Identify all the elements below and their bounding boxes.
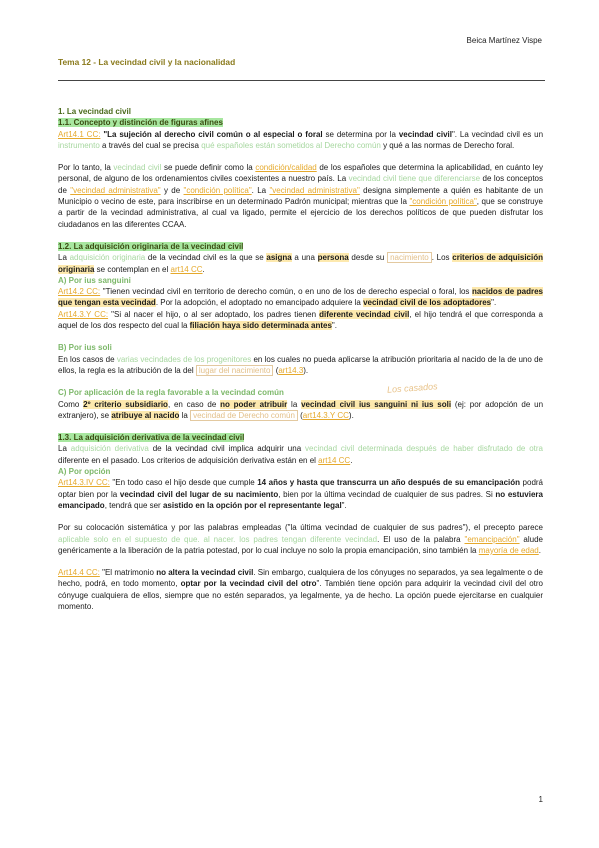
paragraph: Como 2º criterio subsidiario, en caso de no poder atribuir la vecindad civil ius sanguini ni ius soli (ej: por adopción de un extranjero), se atribuye al nacido la vecindad de Derecho común (art14.3.Y CC). [58, 399, 544, 420]
paragraph: En los casos de varias vecindades de los progenitores en los cuales no pueda aplicarse la atribución prioritaria al nacido de la de uno de ellos, la regla es la atribución de la del lugar del nacimiento (art14.3). [58, 354, 543, 375]
article-reference: Art14.4 CC: [58, 568, 100, 578]
article-reference: Art14.2 CC: [58, 287, 101, 297]
handwritten-annotation: Los casados [386, 381, 438, 395]
paragraph: Art14.3.IV CC: "En todo caso el hijo desde que cumple 14 años y hasta que transcurra un año después de su emancipación podrá optar bien por la vecindad civil del lugar de su nacimiento, bien por la última vecindad de cualquier de sus padres. Si no estuviera emancipado, tendrá que ser asistido en la opción por el representante legal". [58, 478, 544, 510]
subsection-heading: 1.2. La adquisición originaria de la vecindad civil [58, 241, 244, 251]
subsection-heading: 1.3. La adquisición derivativa de la vecindad civil [58, 433, 245, 443]
article-reference: art14 CC [170, 264, 203, 274]
paragraph: Por lo tanto, la vecindad civil se puede definir como la condición/calidad de los españoles que determina la aplicabilidad, en cuánto ley personal, de alguno de los ordenamientos civiles coexistentes a nuestro país. La vecindad civil tiene que diferenciarse de los conceptos de "vecindad administrativa" y de "condición política". La "vecindad administrativa" designa simplemente a quién es habitante de un Municipio o vecino de este, para inscribirse en un determinado Padrón municipal; mientras que la "condición política", que se construye a partir de la vecindad administrativa, al cual va ligado, permite el ejercicio de los derechos políticos de que pueden disfrutar los ciudadanos en las diferentes CCAA. [58, 163, 544, 229]
paragraph: Art14.4 CC: "El matrimonio no altera la vecindad civil. Sin embargo, cualquiera de los cónyuges no separados, ya sea legalmente o de hecho, podrá, en todo momento, optar por la vecindad civil del otro". También tiene opción para adquirir la vecindad civil del otro cónyuge cualquiera de ellos, siempre que no estén separados, ya legalmente, ya de hecho. La opción puede ejercitarse en cualquier momento. [58, 568, 544, 611]
article-reference: Art14.1 CC: [58, 129, 101, 139]
author-name: Beica Martínez Vispe [466, 36, 542, 45]
article-reference: art14.3.Y CC [302, 410, 349, 420]
article-reference: Art14.3.IV CC: [58, 478, 110, 488]
subsection-heading: C) Por aplicación de la regla favorable a la vecindad común [58, 388, 284, 398]
title-divider [58, 80, 545, 81]
subsection-heading: A) Por ius sanguini [58, 275, 131, 285]
article-reference: Art14.3.Y CC: [58, 309, 109, 319]
document-body [58, 106, 543, 612]
paragraph: Art14.1 CC: "La sujeción al derecho civil común o al especial o foral se determina por la vecindad civil". La vecindad civil es un instrumento a través del cual se precisa qué españoles están sometidos al Derecho común y qué a las normas de Derecho foral. [58, 129, 544, 150]
article-reference: art14.3 [278, 365, 304, 375]
subsection-heading: B) Por ius soli [58, 343, 112, 353]
paragraph: Por su colocación sistemática y por las palabras empleadas ("la última vecindad de cualquier de sus padres"), el precepto parece aplicable solo en el supuesto de que. al nacer. los padres tengan diferente vecindad. El uso de la palabra "emancipación" alude genéricamente a la liberación de la patria potestad, por lo cual incluye no solo la propia emancipación, sino también la mayoría de edad. [58, 523, 544, 555]
document-title: Tema 12 - La vecindad civil y la nacionalidad [58, 57, 236, 67]
paragraph: La adquisición originaria de la vecindad civil es la que se asigna a una persona desde su nacimiento . Los criterios de adquisición originaria se contemplan en el art14 CC. [58, 253, 544, 274]
page-number: 1 [538, 795, 543, 804]
paragraph: La adquisición derivativa de la vecindad civil implica adquirir una vecindad civil determinada después de haber disfrutado de otra diferente en el pasado. Los criterios de adquisición derivativa están en el art14 CC. [58, 444, 544, 465]
article-reference: art14 CC [318, 455, 351, 465]
subsection-heading: 1.1. Concepto y distinción de figuras afines [58, 118, 223, 128]
section-heading: 1. La vecindad civil [58, 107, 131, 116]
paragraph: Art14.2 CC: "Tienen vecindad civil en territorio de derecho común, o en uno de los de derecho especial o foral, los nacidos de padres que tengan esta vecindad. Por la adopción, el adoptado no emancipado adquiere la vecindad civil de los adoptadores". [58, 287, 544, 308]
paragraph: Art14.3.Y CC: "Si al nacer el hijo, o al ser adoptado, los padres tienen diferente vecindad civil, el hijo tendrá el que corresponda a aquel de los dos respecto del cual la filiación haya sido determinada antes". [58, 309, 543, 331]
subsection-heading: A) Por opción [58, 467, 111, 477]
